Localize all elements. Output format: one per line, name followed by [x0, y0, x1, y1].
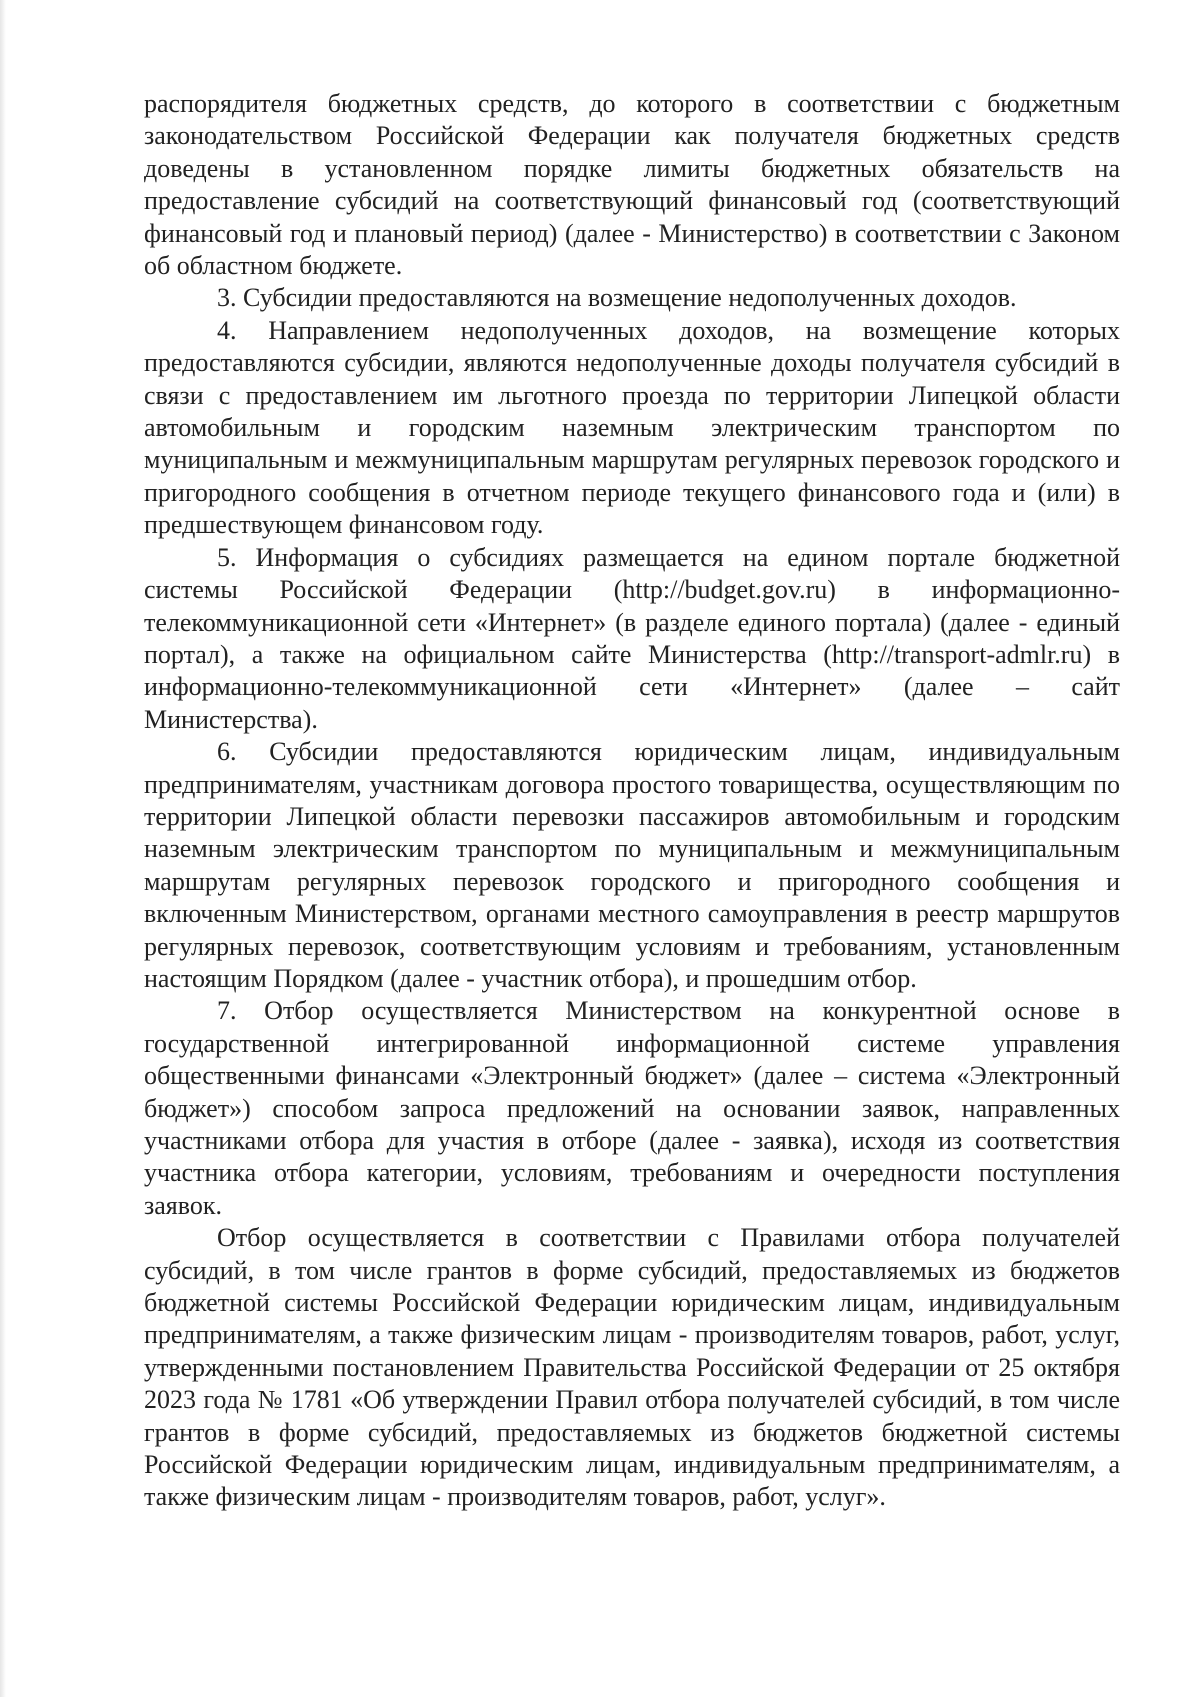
- paragraph-item-6: 6. Субсидии предоставляются юридическим лицам, индивидуальным предпринимателям, участникам договора простого товарищества, осуществляющим по территории Липецкой области перевозки пассажиров автомобильным и городским наземным электрическим транспортом по муниципальным и межмуниципальным маршрутам регулярных перевозок городского и пригородного сообщения и включенным Министерством, органами местного самоуправления в реестр маршрутов регулярных перевозок, соответствующим условиям и требованиям, установленным настоящим Порядком (далее - участник отбора), и прошедшим отбор.: [144, 737, 1120, 993]
- paragraph-item-5: 5. Информация о субсидиях размещается на едином портале бюджетной системы Российской Федерации (http://budget.gov.ru) в информационно-телекоммуникационной сети «Интернет» (в разделе единого портала) (далее - единый портал), а также на официальном сайте Министерства (http://transport-admlr.ru) в информационно-телекоммуникационной сети «Интернет» (далее – сайт Министерства).: [144, 542, 1120, 734]
- paragraph-item-7: 7. Отбор осуществляется Министерством на конкурентной основе в государственной интегрированной информационной системе управления общественными финансами «Электронный бюджет» (далее – система «Электронный бюджет») способом запроса предложений на основании заявок, направленных участниками отбора для участия в отборе (далее - заявка), исходя из соответствия участника отбора категории, условиям, требованиям и очередности поступления заявок.: [144, 996, 1120, 1220]
- scan-edge-shadow: [0, 0, 6, 1697]
- paragraph-item-4: 4. Направлением недополученных доходов, на возмещение которых предоставляются субсидии, являются недополученные доходы получателя субсидий в связи с предоставлением им льготного проезда по территории Липецкой области автомобильным и городским наземным электрическим транспортом по муниципальным и межмуниципальным маршрутам регулярных перевозок городского и пригородного сообщения в отчетном периоде текущего финансового года и (или) в предшествующем финансовом году.: [144, 315, 1120, 540]
- paragraph-continuation: распорядителя бюджетных средств, до которого в соответствии с бюджетным законодательством Российской Федерации как получателя бюджетных средств доведены в установленном порядке лимиты бюджетных обязательств на предоставление субсидий на соответствующий финансовый год (соответствующий финансовый год и плановый период) (далее - Министерство) в соответствии с Законом об областном бюджете.: [144, 89, 1120, 281]
- paragraph-item-7-rules: Отбор осуществляется в соответствии с Правилами отбора получателей субсидий, в том числе грантов в форме субсидий, предоставляемых из бюджетов бюджетной системы Российской Федерации юридическим лицам, индивидуальным предпринимателям, а также физическим лицам - производителям товаров, работ, услуг, утвержденными постановлением Правительства Российской Федерации от 25 октября 2023 года № 1781 «Об утверждении Правил отбора получателей субсидий, в том числе грантов в форме субсидий, предоставляемых из бюджетов бюджетной системы Российской Федерации юридическим лицам, индивидуальным предпринимателям, а также физическим лицам - производителям товаров, работ, услуг».: [144, 1223, 1120, 1512]
- paragraph-item-3: 3. Субсидии предоставляются на возмещение недополученных доходов.: [217, 283, 1017, 313]
- document-body: [144, 88, 1120, 1514]
